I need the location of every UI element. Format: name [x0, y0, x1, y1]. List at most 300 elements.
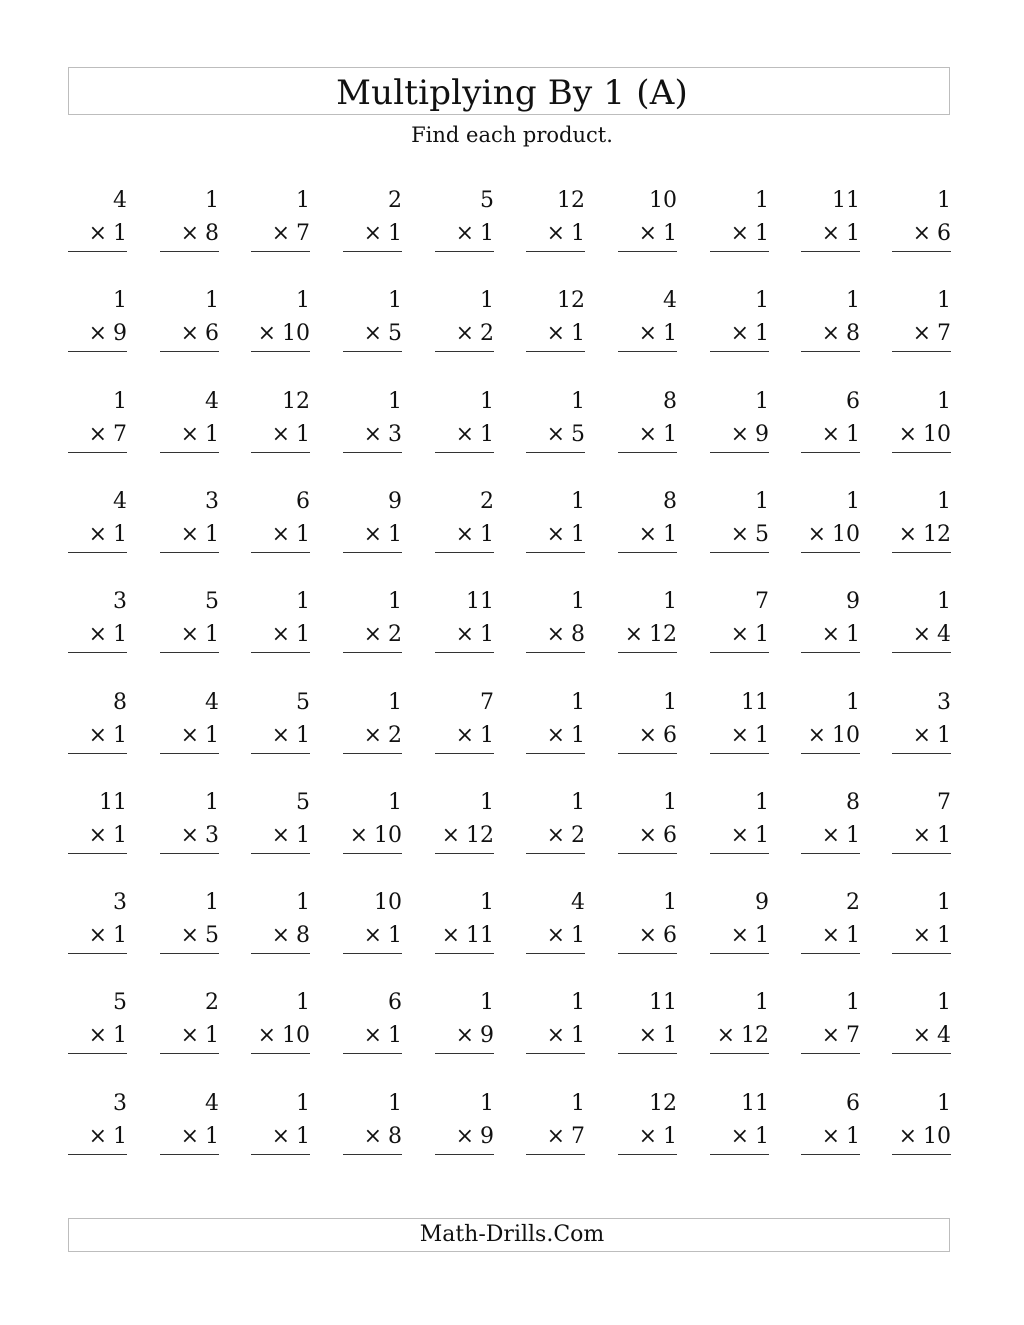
multiplicand: 11: [741, 1091, 769, 1116]
multiplier-line: [717, 1022, 769, 1050]
multiplier-line: [181, 320, 219, 348]
problem-item: [801, 388, 860, 458]
answer-rule: [526, 753, 585, 754]
multiplier: 1: [205, 622, 219, 647]
multiplicand: 1: [937, 188, 951, 213]
problem-item: [892, 989, 951, 1059]
multiplier: 1: [480, 221, 494, 246]
multiplier: 10: [282, 1023, 310, 1048]
problem-item: [526, 287, 585, 357]
times-sign: ×: [821, 1023, 840, 1048]
multiplicand: 9: [388, 489, 402, 514]
times-sign: ×: [730, 723, 749, 748]
multiplicand: 6: [296, 489, 310, 514]
answer-rule: [618, 452, 677, 453]
multiplier: 10: [282, 321, 310, 346]
multiplier-line: [181, 621, 219, 649]
multiplier-line: [731, 320, 769, 348]
multiplier-line: [456, 521, 494, 549]
multiplicand: 1: [388, 1091, 402, 1116]
multiplier: 1: [296, 723, 310, 748]
answer-rule: [710, 1053, 769, 1054]
problem-item: [710, 1090, 769, 1160]
times-sign: ×: [363, 923, 382, 948]
multiplier: 7: [846, 1023, 860, 1048]
multiplier-line: [913, 621, 951, 649]
problem-item: [801, 488, 860, 558]
answer-rule: [435, 452, 494, 453]
times-sign: ×: [638, 723, 657, 748]
answer-rule: [801, 251, 860, 252]
problem-item: [251, 989, 310, 1059]
multiplier-line: [822, 220, 860, 248]
answer-rule: [618, 1053, 677, 1054]
answer-rule: [526, 853, 585, 854]
multiplicand: 1: [205, 288, 219, 313]
multiplier-line: [822, 1123, 860, 1151]
multiplier: 5: [388, 321, 402, 346]
problem-item: [160, 989, 219, 1059]
multiplier-line: [181, 521, 219, 549]
problem-item: [526, 588, 585, 658]
multiplier: 3: [388, 422, 402, 447]
answer-rule: [160, 452, 219, 453]
problem-item: [618, 488, 677, 558]
times-sign: ×: [455, 321, 474, 346]
problem-item: [68, 689, 127, 759]
times-sign: ×: [546, 522, 565, 547]
problem-item: [710, 989, 769, 1059]
multiplicand: 11: [466, 589, 494, 614]
multiplicand: 1: [937, 288, 951, 313]
multiplicand: 12: [557, 288, 585, 313]
multiplier: 7: [296, 221, 310, 246]
multiplier: 4: [937, 622, 951, 647]
answer-rule: [68, 853, 127, 854]
multiplier: 6: [663, 723, 677, 748]
times-sign: ×: [180, 1023, 199, 1048]
answer-rule: [343, 552, 402, 553]
times-sign: ×: [180, 1124, 199, 1149]
times-sign: ×: [363, 422, 382, 447]
multiplier-line: [547, 421, 585, 449]
multiplier-line: [89, 421, 127, 449]
answer-rule: [251, 953, 310, 954]
answer-rule: [68, 452, 127, 453]
times-sign: ×: [257, 1023, 276, 1048]
multiplicand: 7: [755, 589, 769, 614]
problem-item: [343, 287, 402, 357]
times-sign: ×: [912, 622, 931, 647]
times-sign: ×: [363, 1023, 382, 1048]
multiplier: 1: [113, 221, 127, 246]
multiplicand: 8: [846, 790, 860, 815]
answer-rule: [160, 753, 219, 754]
problem-item: [618, 1090, 677, 1160]
multiplier-line: [808, 521, 860, 549]
times-sign: ×: [88, 923, 107, 948]
times-sign: ×: [455, 723, 474, 748]
times-sign: ×: [455, 622, 474, 647]
answer-rule: [801, 552, 860, 553]
multiplicand: 3: [205, 489, 219, 514]
answer-rule: [526, 251, 585, 252]
multiplier-line: [89, 922, 127, 950]
problem-item: [435, 689, 494, 759]
problem-item: [343, 789, 402, 859]
times-sign: ×: [638, 1124, 657, 1149]
multiplier-line: [456, 722, 494, 750]
answer-rule: [526, 552, 585, 553]
problem-item: [343, 689, 402, 759]
answer-rule: [343, 853, 402, 854]
problem-item: [435, 388, 494, 458]
multiplier-line: [899, 421, 951, 449]
problem-item: [251, 588, 310, 658]
multiplier: 1: [388, 221, 402, 246]
multiplier-line: [822, 621, 860, 649]
multiplier: 6: [663, 923, 677, 948]
multiplicand: 5: [480, 188, 494, 213]
multiplier-line: [89, 1022, 127, 1050]
multiplier-line: [822, 1022, 860, 1050]
problem-item: [435, 1090, 494, 1160]
multiplicand: 1: [480, 1091, 494, 1116]
multiplicand: 8: [663, 489, 677, 514]
multiplier-line: [822, 421, 860, 449]
multiplier: 1: [480, 522, 494, 547]
times-sign: ×: [257, 321, 276, 346]
multiplicand: 1: [937, 389, 951, 414]
multiplier-line: [89, 320, 127, 348]
answer-rule: [343, 251, 402, 252]
problem-item: [892, 1090, 951, 1160]
multiplicand: 8: [113, 690, 127, 715]
answer-rule: [251, 251, 310, 252]
multiplicand: 1: [663, 589, 677, 614]
answer-rule: [618, 1154, 677, 1155]
problem-item: [801, 187, 860, 257]
times-sign: ×: [363, 221, 382, 246]
multiplier-line: [272, 1123, 310, 1151]
multiplier: 1: [755, 1124, 769, 1149]
problem-item: [526, 388, 585, 458]
multiplicand: 6: [388, 990, 402, 1015]
answer-rule: [251, 1154, 310, 1155]
times-sign: ×: [180, 923, 199, 948]
multiplier-line: [272, 621, 310, 649]
times-sign: ×: [807, 723, 826, 748]
problem-item: [435, 789, 494, 859]
multiplier: 2: [571, 823, 585, 848]
answer-rule: [618, 753, 677, 754]
times-sign: ×: [821, 321, 840, 346]
multiplier: 1: [480, 723, 494, 748]
times-sign: ×: [821, 823, 840, 848]
multiplier: 12: [649, 622, 677, 647]
answer-rule: [160, 251, 219, 252]
multiplier: 1: [205, 723, 219, 748]
multiplier-line: [625, 621, 677, 649]
answer-rule: [435, 552, 494, 553]
multiplier: 8: [205, 221, 219, 246]
multiplicand: 1: [846, 288, 860, 313]
multiplier: 1: [663, 422, 677, 447]
times-sign: ×: [912, 823, 931, 848]
times-sign: ×: [180, 522, 199, 547]
multiplier-line: [808, 722, 860, 750]
multiplier-line: [272, 421, 310, 449]
problem-item: [710, 889, 769, 959]
times-sign: ×: [180, 723, 199, 748]
multiplicand: 1: [205, 188, 219, 213]
times-sign: ×: [88, 1023, 107, 1048]
times-sign: ×: [271, 723, 290, 748]
multiplier-line: [89, 521, 127, 549]
multiplier-line: [272, 521, 310, 549]
answer-rule: [343, 652, 402, 653]
multiplicand: 1: [480, 890, 494, 915]
multiplier: 6: [205, 321, 219, 346]
answer-rule: [251, 753, 310, 754]
multiplicand: 11: [99, 790, 127, 815]
multiplier: 7: [113, 422, 127, 447]
times-sign: ×: [271, 823, 290, 848]
answer-rule: [435, 251, 494, 252]
multiplier-line: [258, 320, 310, 348]
times-sign: ×: [638, 422, 657, 447]
multiplier-line: [913, 220, 951, 248]
problem-item: [68, 1090, 127, 1160]
answer-rule: [801, 452, 860, 453]
problem-item: [68, 588, 127, 658]
problem-item: [618, 689, 677, 759]
problem-item: [710, 588, 769, 658]
answer-rule: [251, 552, 310, 553]
problem-item: [68, 388, 127, 458]
multiplicand: 3: [113, 890, 127, 915]
multiplier: 1: [205, 422, 219, 447]
multiplicand: 10: [649, 188, 677, 213]
multiplier-line: [364, 722, 402, 750]
multiplier-line: [547, 521, 585, 549]
multiplier-line: [456, 220, 494, 248]
answer-rule: [68, 351, 127, 352]
answer-rule: [801, 853, 860, 854]
times-sign: ×: [271, 923, 290, 948]
multiplicand: 10: [374, 890, 402, 915]
multiplier: 4: [937, 1023, 951, 1048]
problem-item: [435, 187, 494, 257]
times-sign: ×: [716, 1023, 735, 1048]
multiplier-line: [913, 1022, 951, 1050]
multiplier-line: [822, 320, 860, 348]
times-sign: ×: [730, 522, 749, 547]
multiplier: 1: [113, 622, 127, 647]
multiplicand: 1: [846, 690, 860, 715]
multiplicand: 4: [113, 188, 127, 213]
multiplier: 2: [388, 723, 402, 748]
multiplier: 5: [205, 923, 219, 948]
times-sign: ×: [180, 622, 199, 647]
multiplicand: 1: [296, 1091, 310, 1116]
problem-item: [710, 187, 769, 257]
times-sign: ×: [821, 221, 840, 246]
answer-rule: [526, 452, 585, 453]
answer-rule: [710, 652, 769, 653]
multiplier: 1: [113, 522, 127, 547]
multiplier-line: [181, 1022, 219, 1050]
multiplier: 6: [937, 221, 951, 246]
multiplier-line: [456, 1022, 494, 1050]
multiplicand: 1: [663, 690, 677, 715]
multiplier-line: [731, 822, 769, 850]
times-sign: ×: [912, 723, 931, 748]
answer-rule: [68, 552, 127, 553]
multiplicand: 1: [571, 489, 585, 514]
problem-item: [68, 889, 127, 959]
problem-item: [526, 889, 585, 959]
multiplier-line: [181, 421, 219, 449]
times-sign: ×: [821, 923, 840, 948]
multiplier-line: [899, 1123, 951, 1151]
problem-item: [526, 789, 585, 859]
problem-item: [618, 287, 677, 357]
multiplier-line: [822, 822, 860, 850]
multiplicand: 5: [113, 990, 127, 1015]
multiplicand: 1: [571, 990, 585, 1015]
times-sign: ×: [180, 823, 199, 848]
answer-rule: [160, 652, 219, 653]
answer-rule: [68, 953, 127, 954]
multiplier: 9: [755, 422, 769, 447]
multiplier: 1: [113, 1124, 127, 1149]
problem-item: [343, 187, 402, 257]
multiplicand: 1: [571, 589, 585, 614]
multiplicand: 1: [937, 489, 951, 514]
answer-rule: [435, 953, 494, 954]
multiplier: 10: [923, 1124, 951, 1149]
multiplier: 1: [755, 221, 769, 246]
problem-item: [618, 588, 677, 658]
multiplier-line: [547, 1123, 585, 1151]
answer-rule: [801, 953, 860, 954]
multiplier-line: [899, 521, 951, 549]
multiplier-line: [913, 320, 951, 348]
problem-item: [343, 588, 402, 658]
multiplier-line: [639, 320, 677, 348]
answer-rule: [710, 1154, 769, 1155]
multiplier-line: [639, 722, 677, 750]
problem-item: [618, 889, 677, 959]
problem-item: [343, 989, 402, 1059]
multiplicand: 1: [388, 690, 402, 715]
times-sign: ×: [546, 422, 565, 447]
multiplier-line: [456, 621, 494, 649]
multiplicand: 1: [846, 990, 860, 1015]
problem-item: [251, 388, 310, 458]
times-sign: ×: [88, 723, 107, 748]
answer-rule: [251, 351, 310, 352]
problem-item: [68, 989, 127, 1059]
times-sign: ×: [546, 823, 565, 848]
problem-item: [526, 989, 585, 1059]
multiplier-line: [639, 822, 677, 850]
multiplier: 12: [741, 1023, 769, 1048]
answer-rule: [526, 1053, 585, 1054]
times-sign: ×: [638, 522, 657, 547]
multiplier-line: [364, 1123, 402, 1151]
problem-item: [160, 689, 219, 759]
answer-rule: [710, 452, 769, 453]
times-sign: ×: [88, 622, 107, 647]
problem-item: [526, 488, 585, 558]
problem-item: [801, 588, 860, 658]
multiplier-line: [639, 922, 677, 950]
answer-rule: [68, 251, 127, 252]
problem-item: [251, 1090, 310, 1160]
times-sign: ×: [912, 1023, 931, 1048]
answer-rule: [343, 1154, 402, 1155]
multiplier-line: [89, 822, 127, 850]
times-sign: ×: [88, 422, 107, 447]
answer-rule: [343, 452, 402, 453]
times-sign: ×: [898, 522, 917, 547]
times-sign: ×: [455, 221, 474, 246]
multiplier: 1: [755, 823, 769, 848]
answer-rule: [526, 953, 585, 954]
times-sign: ×: [912, 923, 931, 948]
multiplier: 2: [480, 321, 494, 346]
multiplier-line: [181, 922, 219, 950]
multiplicand: 5: [205, 589, 219, 614]
multiplier-line: [181, 1123, 219, 1151]
answer-rule: [435, 853, 494, 854]
times-sign: ×: [349, 823, 368, 848]
multiplier-line: [89, 220, 127, 248]
multiplicand: 1: [755, 188, 769, 213]
times-sign: ×: [730, 622, 749, 647]
times-sign: ×: [441, 923, 460, 948]
times-sign: ×: [546, 321, 565, 346]
problem-item: [801, 287, 860, 357]
multiplier: 10: [923, 422, 951, 447]
answer-rule: [892, 251, 951, 252]
multiplicand: 1: [937, 890, 951, 915]
multiplier-line: [456, 421, 494, 449]
problem-item: [892, 588, 951, 658]
answer-rule: [710, 853, 769, 854]
multiplicand: 2: [205, 990, 219, 1015]
multiplicand: 1: [388, 288, 402, 313]
problem-item: [801, 1090, 860, 1160]
multiplicand: 1: [571, 389, 585, 414]
multiplier: 2: [388, 622, 402, 647]
problem-item: [68, 287, 127, 357]
answer-rule: [526, 351, 585, 352]
times-sign: ×: [271, 622, 290, 647]
multiplier-line: [181, 220, 219, 248]
multiplier: 1: [846, 422, 860, 447]
answer-rule: [343, 753, 402, 754]
answer-rule: [801, 1053, 860, 1054]
multiplier-line: [89, 621, 127, 649]
multiplicand: 1: [205, 790, 219, 815]
answer-rule: [710, 753, 769, 754]
multiplier: 1: [846, 622, 860, 647]
answer-rule: [710, 953, 769, 954]
multiplicand: 1: [113, 288, 127, 313]
